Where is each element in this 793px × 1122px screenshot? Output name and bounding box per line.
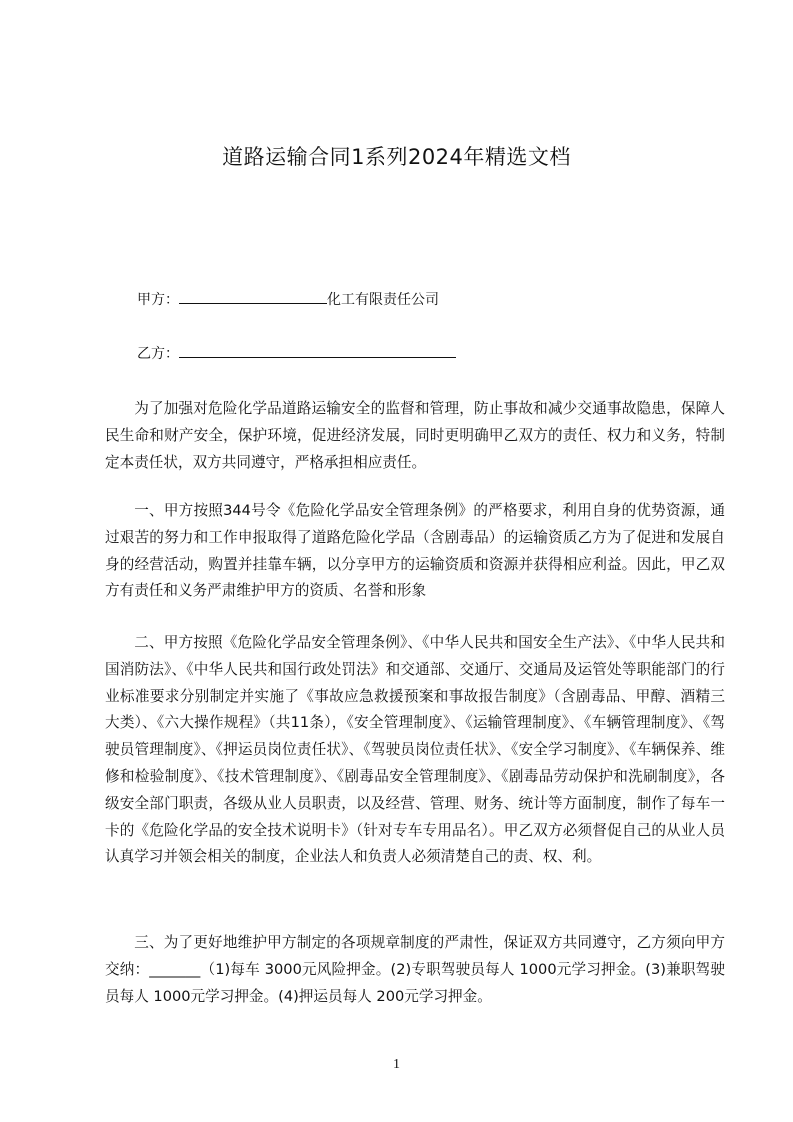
party-a-company: 化工有限责任公司 — [327, 292, 439, 308]
paragraph-clause-2 — [105, 630, 725, 871]
page-number: 1 — [393, 1057, 400, 1072]
paragraph-intro — [105, 396, 725, 476]
paragraph-text: 一、甲方按照344号令《危险化学品安全管理条例》的严格要求，利用自身的优势资源，通过艰苦的努力和工作申报取得了道路危险化学品（含剧毒品）的运输资质乙方为了促进和发展自身的经营活动，购置并挂靠车辆，以分享甲方的运输资质和资源并获得相应利益。因此，甲乙双方有责任和义务严肃维护甲方的资质、名誉和形象 — [105, 502, 725, 600]
paragraph-text: 二、甲方按照《危险化学品安全管理条例》、《中华人民共和国安全生产法》、《中华人民共和国消防法》、《中华人民共和国行政处罚法》和交通部、交通厅、交通局及运管处等职能部门的行业标准要求分别制定并实施了《事故应急救援预案和事故报告制度》（含剧毒品、甲醇、酒精三大类）、《六大操作规程》（共11条），《安全管理制度》、《运输管理制度》、《车辆管理制度》、《驾驶员管理制度》、《押运员岗位责任状》、《驾驶员岗位责任状》、《安全学习制度》、《车辆保养、维修和检验制度》、《技术管理制度》、《剧毒品安全管理制度》、《剧毒品劳动保护和洗刷制度》，各级安全部门职责，各级从业人员职责，以及经营、管理、财务、统计等方面制度，制作了每车一卡的《危险化学品的安全技术说明卡》（针对专车专用品名）。甲乙双方必须督促自己的从业人员认真学习并领会相关的制度，企业法人和负责人必须清楚自己的责、权、利。 — [105, 634, 725, 866]
party-a-line — [137, 290, 439, 310]
party-b-label: 乙方： — [137, 346, 179, 362]
party-b-blank — [179, 344, 456, 358]
party-a-blank — [179, 290, 327, 304]
paragraph-clause-3 — [105, 930, 725, 1010]
document-title: 道路运输合同1系列2024年精选文档 — [222, 145, 571, 169]
paragraph-clause-1 — [105, 498, 725, 605]
paragraph-text: 三、为了更好地维护甲方制定的各项规章制度的严肃性，保证双方共同遵守，乙方须向甲方交纳：_______（1)每车 3000元风险押金。(2)专职驾驶员每人 1000元学习押金。(3)兼职驾驶员每人 1000元学习押金。(4)押运员每人 200元学习押金。 — [105, 934, 725, 1005]
party-b-line — [137, 344, 456, 364]
party-a-label: 甲方： — [137, 292, 179, 308]
paragraph-text: 为了加强对危险化学品道路运输安全的监督和管理，防止事故和减少交通事故隐患，保障人民生命和财产安全，保护环境，促进经济发展，同时更明确甲乙双方的责任、权力和义务，特制定本责任状，双方共同遵守，严格承担相应责任。 — [105, 400, 725, 471]
